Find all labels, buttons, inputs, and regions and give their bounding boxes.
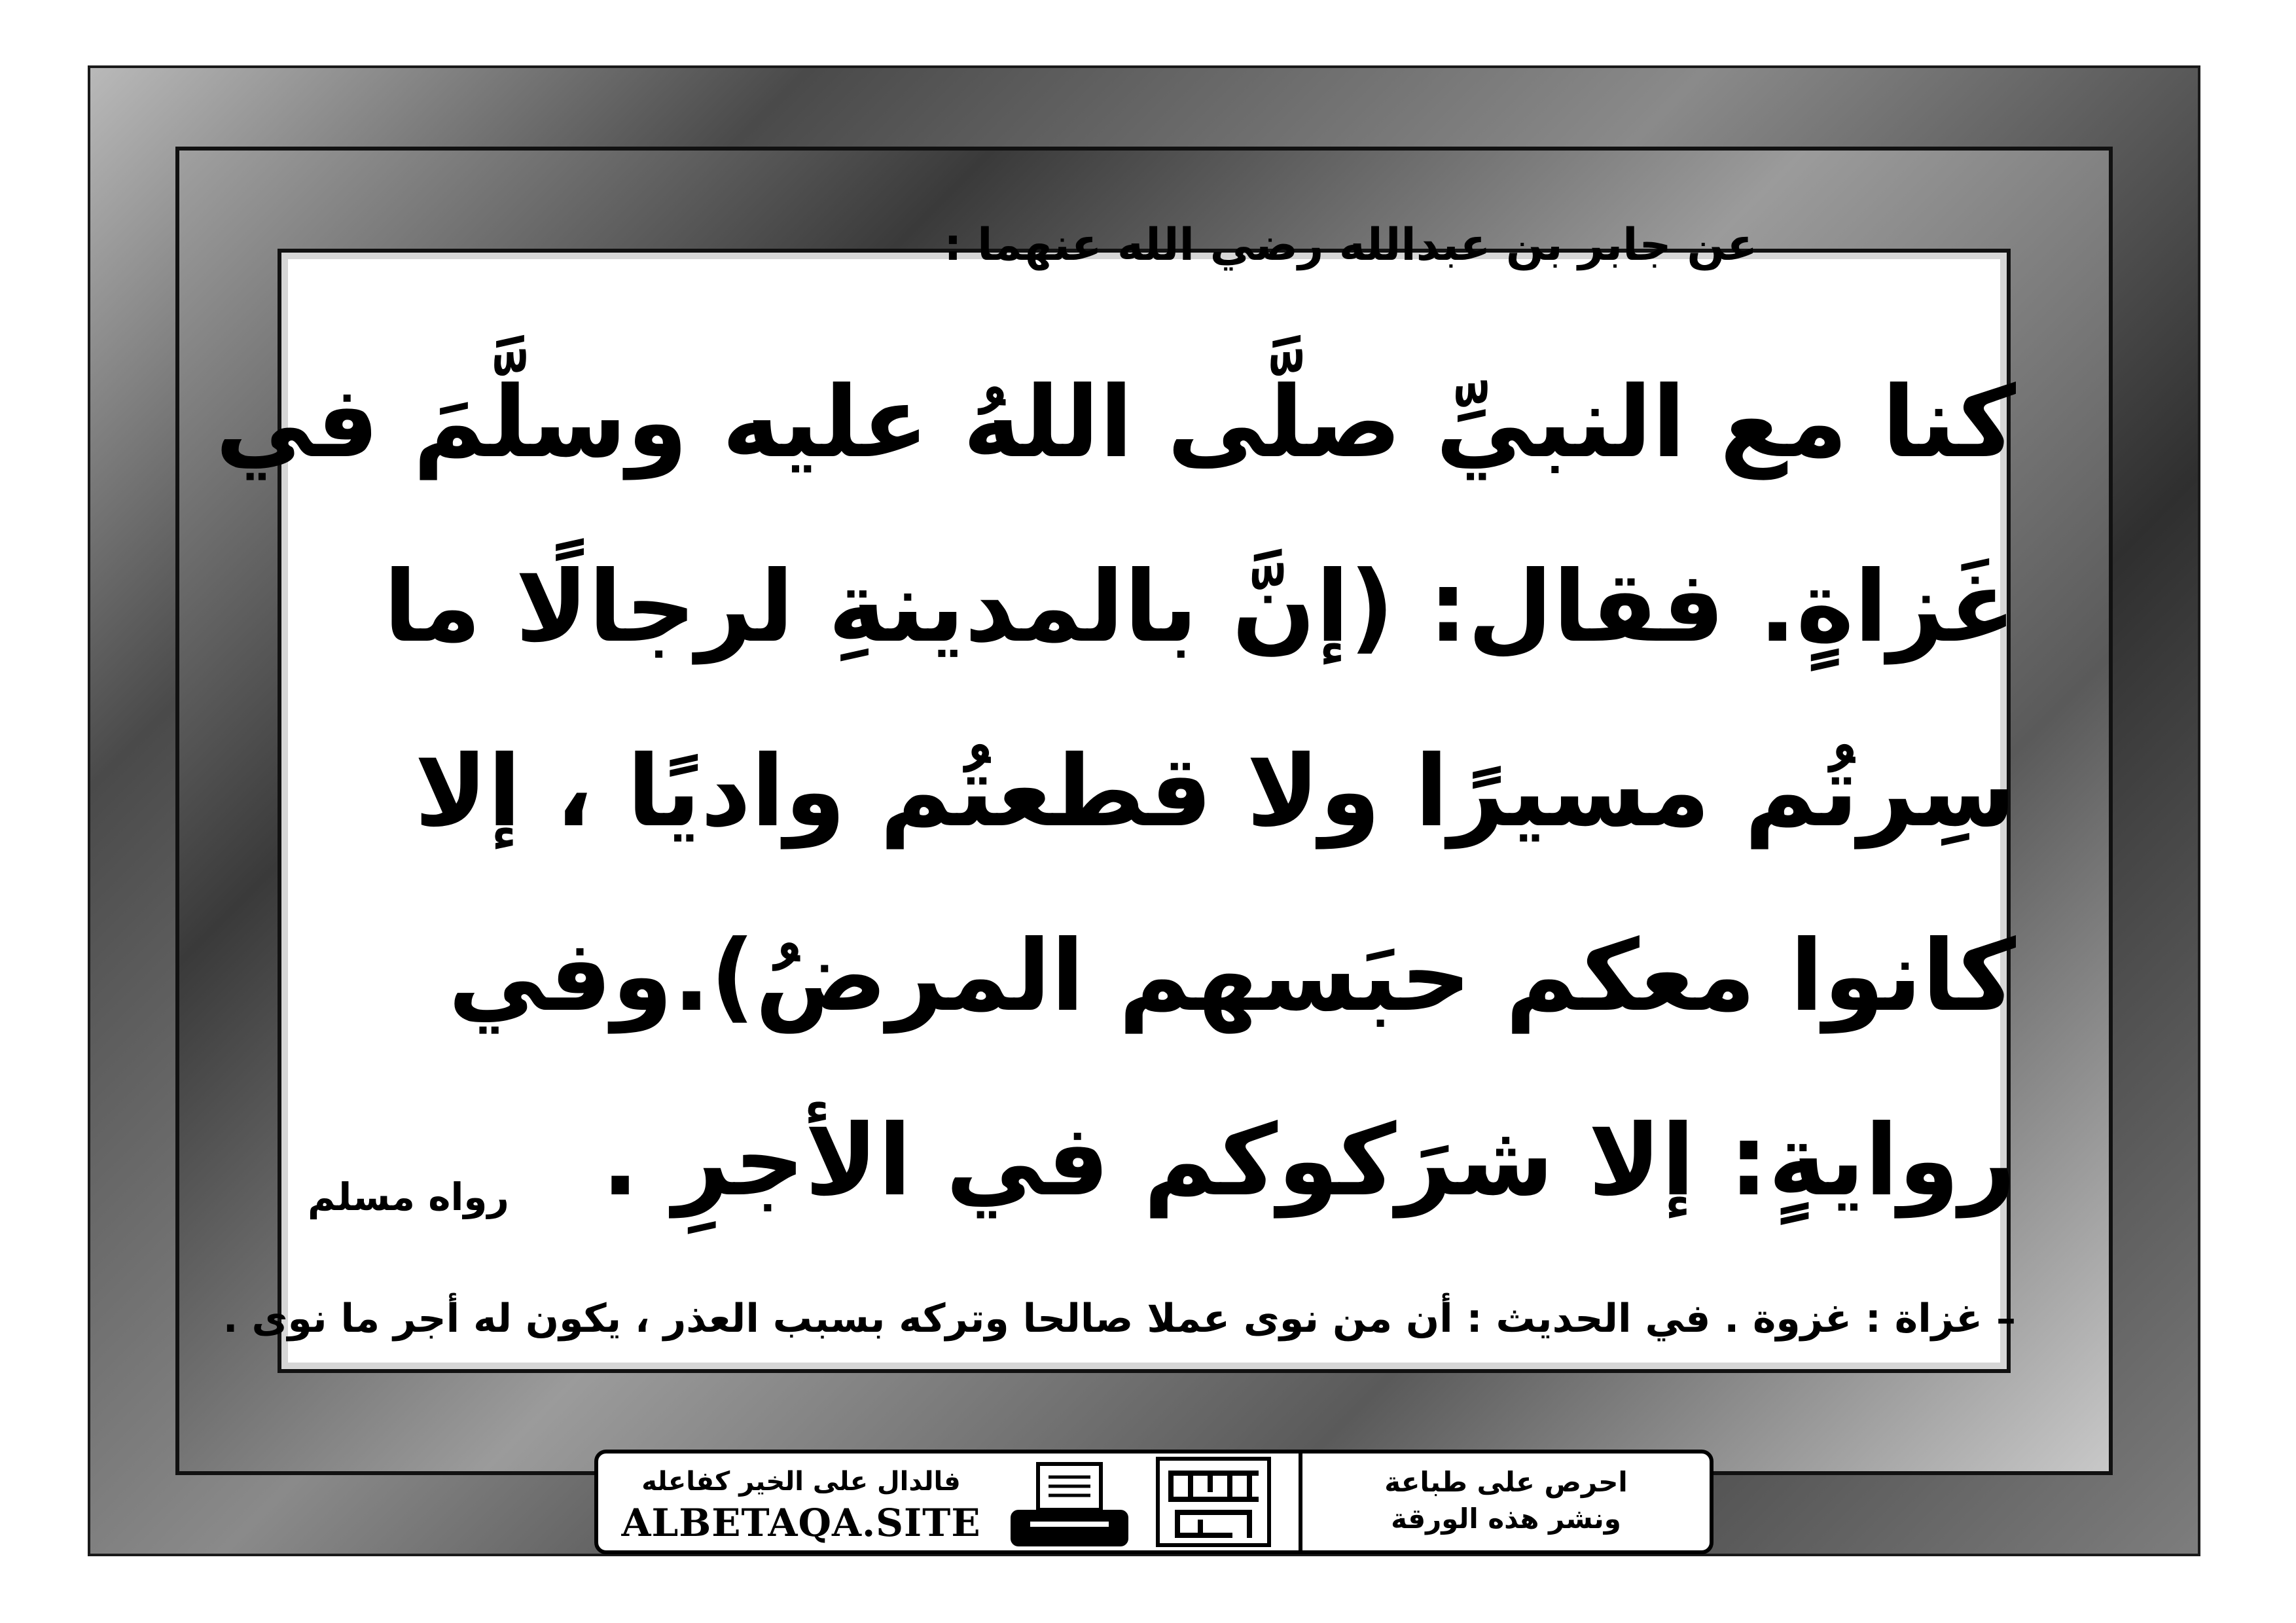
site-link[interactable]: ALBETAQA.SITE — [621, 1501, 981, 1545]
printer-icon — [1004, 1459, 1135, 1550]
explanatory-note: – غزاة : غزوة . في الحديث : أن من نوى عملا صالحا وتركه بسبب العذر ، يكون له أجر ما نوى . — [223, 1296, 2016, 1342]
narrator-line: عن جابر بن عبدالله رضي الله عنهما : — [944, 219, 1757, 271]
daawa-logo — [1151, 1454, 1276, 1550]
banner-site-block — [598, 1454, 1004, 1550]
hadith-source: رواه مسلم — [308, 1175, 509, 1219]
hadith-text: كنا مع النبيِّ صلَّى اللهُ عليه وسلَّمَ في غَزاةٍ. فقال: (إنَّ بالمدينةِ لرجالًا ما سِرتُم مسيرًا ولا قطعتُم واديًا ، إلا كانوا معكم حبَسهم المرضُ).وفي روايةٍ: إلا شرَكوكم في الأجرِ . — [215, 366, 2016, 1218]
reminder-line-1: احرص على طباعة — [1384, 1466, 1628, 1498]
reminder-line-2: ونشر هذه الورقة — [1391, 1503, 1621, 1535]
banner-reminder — [1302, 1454, 1710, 1550]
banner-slogan: فالدال على الخير كفاعله — [641, 1467, 961, 1497]
card-content — [190, 173, 2016, 1423]
footer-banner — [594, 1450, 1713, 1554]
